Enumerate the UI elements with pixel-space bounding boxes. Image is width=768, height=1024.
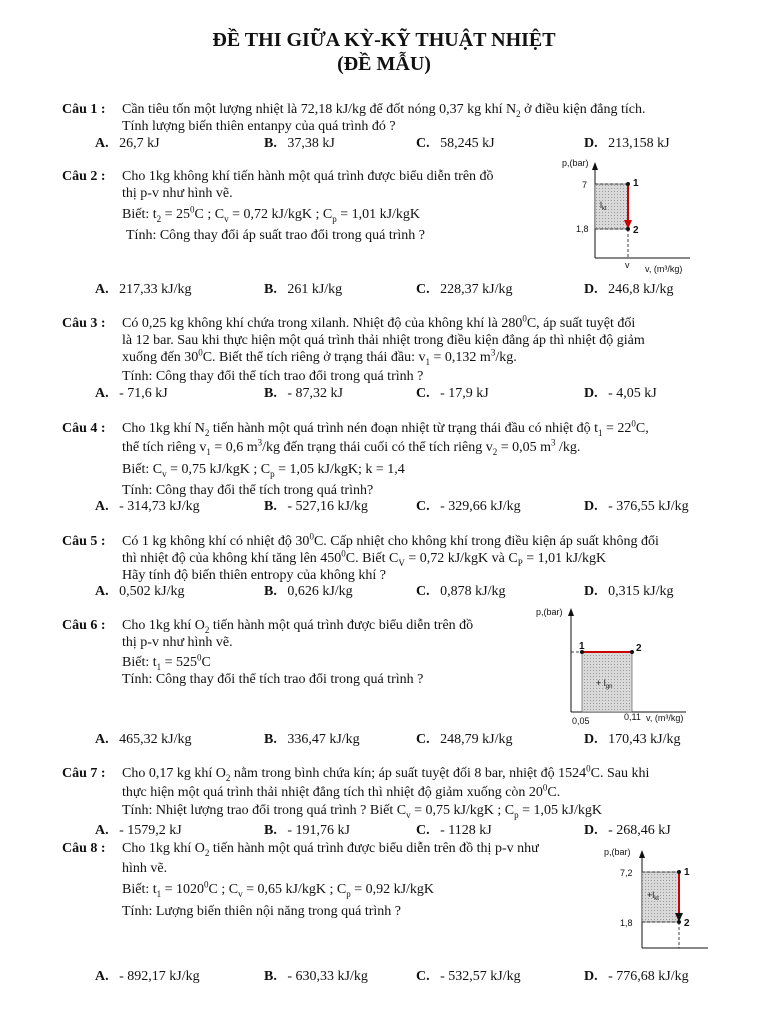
point-label: 1 — [684, 867, 690, 878]
question-text: Biết: $t_1 = 525^0C$ — [122, 652, 211, 672]
question-label: Câu 5 : — [62, 534, 106, 549]
option-c[interactable]: C. 58,245 kJ — [416, 136, 495, 151]
x-tick-label: v — [625, 260, 630, 270]
question-text: xuống đến $30^0C$. Biết thể tích riêng ở trạng thái đầu: $v_1 = 0,132$ $m^3/kg$. — [122, 347, 517, 367]
y-axis-label: p,(bar) — [562, 158, 589, 168]
question-label: Câu 7 : — [62, 766, 106, 781]
option-c[interactable]: C. - 329,66 kJ/kg — [416, 499, 521, 514]
question-text: thị p-v như hình vẽ. — [122, 635, 233, 650]
point-label: 2 — [684, 918, 690, 929]
option-c[interactable]: C. 228,37 kJ/kg — [416, 282, 513, 297]
option-a[interactable]: A. 26,7 kJ — [95, 136, 160, 151]
option-a[interactable]: A. 0,502 kJ/kg — [95, 584, 185, 599]
pv-diagram-q6 — [536, 604, 696, 734]
page-title: ĐỀ THI GIỮA KỲ-KỸ THUẬT NHIỆT — [212, 29, 556, 51]
option-d[interactable]: D. - 4,05 kJ — [584, 386, 657, 401]
option-d[interactable]: D. - 376,55 kJ/kg — [584, 499, 689, 514]
x-tick-label: 0,05 — [572, 716, 590, 726]
page-subtitle: (ĐỀ MẪU) — [337, 53, 431, 75]
question-text: hình vẽ. — [122, 861, 168, 876]
tick-label: 1,8 — [576, 224, 589, 234]
y-axis-label: p,(bar) — [536, 607, 563, 617]
question-text: Cho 1kg khí $O_2$ tiến hành một quá trình được biểu diễn trên đồ thị p-v như — [122, 841, 539, 858]
question-text: Biết: $t_1 = 1020^0C$ ; $C_v = 0,65$ kJ/kgK ; $C_p = 0,92$ kJ/kgK — [122, 879, 435, 899]
option-b[interactable]: B. - 191,76 kJ — [264, 823, 350, 838]
option-a[interactable]: A. - 314,73 kJ/kg — [95, 499, 200, 514]
option-d[interactable]: D. - 268,46 kJ — [584, 823, 671, 838]
tick-label: 7 — [582, 180, 588, 190]
tick-label: 7,2 — [620, 868, 633, 878]
question-text: Tính lượng biến thiên entanpy của quá trình đó ? — [122, 119, 396, 134]
option-b[interactable]: B. 261 kJ/kg — [264, 282, 343, 297]
option-d[interactable]: D. 0,315 kJ/kg — [584, 584, 674, 599]
option-c[interactable]: C. - 17,9 kJ — [416, 386, 489, 401]
question-label: Câu 8 : — [62, 841, 106, 856]
question-text: Cho 1kg không khí tiến hành một quá trình được biểu diễn trên đồ — [122, 169, 494, 184]
point-label: 1 — [579, 641, 585, 652]
work-label: $l_{kt}$ — [600, 200, 607, 212]
question-text: thì nhiệt độ của không khí tăng lên $450^0C$. Biết $C_V = 0,72$ kJ/kgK và $C_P = 1,01$ kJ/kgK — [122, 548, 607, 568]
question-label: Câu 1 : — [62, 102, 106, 117]
option-c[interactable]: C. - 1128 kJ — [416, 823, 492, 838]
option-b[interactable]: B. - 87,32 kJ — [264, 386, 343, 401]
question-text: Có 0,25 kg không khí chứa trong xilanh. Nhiệt độ của không khí là $280^0C$, áp suất tuyệt đối — [122, 313, 636, 331]
question-text: thị p-v như hình vẽ. — [122, 186, 233, 201]
question-text: thực hiện một quá trình thải nhiệt đẳng tích thì nhiệt độ giảm xuống còn $20^0C$. — [122, 782, 561, 800]
option-c[interactable]: C. 0,878 kJ/kg — [416, 584, 506, 599]
option-d[interactable]: D. 246,8 kJ/kg — [584, 282, 674, 297]
option-a[interactable]: A. - 1579,2 kJ — [95, 823, 182, 838]
x-axis-label: v, (m³/kg) — [645, 264, 683, 274]
option-c[interactable]: C. 248,79 kJ/kg — [416, 732, 513, 747]
option-a[interactable]: A. - 71,6 kJ — [95, 386, 168, 401]
option-c[interactable]: C. - 532,57 kJ/kg — [416, 969, 521, 984]
option-a[interactable]: A. 465,32 kJ/kg — [95, 732, 192, 747]
option-a[interactable]: A. 217,33 kJ/kg — [95, 282, 192, 297]
option-d[interactable]: D. 170,43 kJ/kg — [584, 732, 681, 747]
option-b[interactable]: B. 336,47 kJ/kg — [264, 732, 360, 747]
question-text: Tính: Nhiệt lượng trao đổi trong quá trình ? Biết $C_v = 0,75$ kJ/kgK ; $C_p = 1,05$ kJ/kgK — [122, 803, 602, 820]
question-text: Cho 1kg khí $N_2$ tiến hành một quá trình nén đoạn nhiệt từ trạng thái đầu có nhiệt độ $t_1 = 22^0C$, — [122, 418, 649, 438]
question-text: Có 1 kg không khí có nhiệt độ $30^0C$. Cấp nhiệt cho không khí trong điều kiện áp suất không đổi — [122, 531, 659, 549]
question-text: Cho 1kg khí $O_2$ tiến hành một quá trình được biểu diễn trên đồ — [122, 618, 474, 635]
option-b[interactable]: B. 37,38 kJ — [264, 136, 335, 151]
x-axis-label: v, (m³/kg) — [646, 713, 684, 723]
point-label: 1 — [633, 178, 639, 189]
question-label: Câu 3 : — [62, 316, 106, 331]
question-text: Hãy tính độ biến thiên entropy của không khí ? — [122, 568, 386, 583]
question-text: Biết: $t_2 = 25^0C$ ; $C_v = 0,72$ kJ/kgK ; $C_p = 1,01$ kJ/kgK — [122, 204, 421, 224]
question-text: Tính: Công thay đổi thể tích trao đổi trong quá trình ? — [122, 672, 424, 687]
question-label: Câu 6 : — [62, 618, 106, 633]
pv-diagram-q8 — [600, 838, 710, 958]
x-tick-label: 0,11 — [624, 712, 641, 722]
question-text: thể tích riêng $v_1 = 0,6$ $m^3/kg$ đến trạng thái cuối có thể tích riêng $v_2 = 0,05$ $m^3$ /kg. — [122, 437, 581, 457]
question-label: Câu 4 : — [62, 421, 106, 436]
pv-diagram-q2 — [560, 158, 683, 278]
work-label: + $l_{gn}$ — [596, 678, 613, 690]
point-label: 2 — [633, 225, 639, 236]
question-text: là 12 bar. Sau khi thực hiện một quá trình thải nhiệt trong điều kiện đẳng áp thì nhiệt độ giảm — [122, 333, 645, 348]
y-axis-label: p,(bar) — [604, 847, 631, 857]
option-b[interactable]: B. - 527,16 kJ/kg — [264, 499, 368, 514]
point-label: 2 — [636, 643, 642, 654]
question-text: Biết: $C_v = 0,75$ kJ/kgK ; $C_p = 1,05$ kJ/kgK; k = 1,4 — [122, 462, 405, 479]
option-b[interactable]: B. - 630,33 kJ/kg — [264, 969, 368, 984]
option-a[interactable]: A. - 892,17 kJ/kg — [95, 969, 200, 984]
option-d[interactable]: D. 213,158 kJ — [584, 136, 670, 151]
question-label: Câu 2 : — [62, 169, 106, 184]
option-d[interactable]: D. - 776,68 kJ/kg — [584, 969, 689, 984]
option-b[interactable]: B. 0,626 kJ/kg — [264, 584, 353, 599]
question-text: Tính: Công thay đổi thể tích trong quá trình? — [122, 483, 374, 498]
question-text: Tính: Công thay đổi thể tích trao đổi trong quá trình ? — [122, 369, 424, 384]
tick-label: 1,8 — [620, 918, 633, 928]
question-text: Cho 0,17 kg khí $O_2$ nằm trong bình chứa kín; áp suất tuyệt đối 8 bar, nhiệt độ 1524$^0$C. Sau khi — [122, 763, 650, 783]
question-text: Tính: Lượng biến thiên nội năng trong quá trình ? — [122, 904, 401, 919]
work-label: $+l_{kt}$ — [647, 890, 659, 902]
question-text: Tính: Công thay đổi áp suất trao đổi trong quá trình ? — [126, 228, 426, 243]
question-text: Cần tiêu tốn một lượng nhiệt là 72,18 kJ/kg để đốt nóng 0,37 kg khí $N_2$ ở điều kiện đẳng tích. — [122, 102, 646, 119]
